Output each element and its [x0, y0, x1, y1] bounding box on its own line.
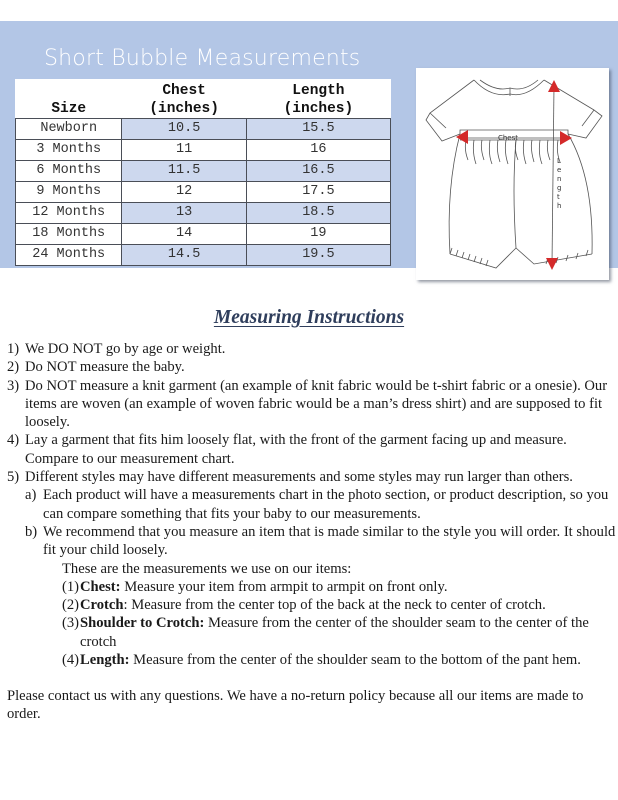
chest-right-arrow-icon [560, 131, 572, 145]
instructions-list [0, 340, 618, 669]
cell-size: 3 Months [16, 140, 122, 161]
length-label [557, 157, 561, 210]
banner-title: Short Bubble Measurements [44, 46, 361, 71]
chest-label: Chest [497, 134, 519, 142]
cell-length: 17.5 [246, 182, 390, 203]
cell-chest: 12 [122, 182, 246, 203]
header-size: Size [51, 101, 87, 117]
length-top-arrow-icon [548, 80, 560, 92]
measurement-item: (3) Shoulder to Crotch: Measure from the center of the shoulder seam to the center of the crotch [62, 615, 589, 650]
svg-text:L: L [557, 157, 561, 165]
table-row [16, 245, 391, 266]
size-chart-table [15, 79, 391, 266]
table-row [16, 161, 391, 182]
list-item: 4) Lay a garment that fits him loosely flat, with the front of the garment facing up and measure. Compare to our measurement chart. [7, 432, 567, 467]
table-row [16, 119, 391, 140]
cell-chest: 14 [122, 224, 246, 245]
cell-size: 18 Months [16, 224, 122, 245]
romper-measurement-diagram [416, 68, 609, 280]
cell-chest: 10.5 [122, 119, 246, 140]
cell-size: 24 Months [16, 245, 122, 266]
length-bottom-arrow-icon [546, 258, 558, 270]
cell-length: 19.5 [246, 245, 390, 266]
list-item: 3) Do NOT measure a knit garment (an example of knit fabric would be t-shirt fabric or a onesie). Our items are woven (an example of woven fabric would be a man’s dress shirt) and are supposed to fit loosely. [7, 377, 608, 431]
cell-chest: 11 [122, 140, 246, 161]
romper-sketch-icon [416, 68, 609, 280]
list-item: 5) Different styles may have different measurements and some styles may run larger than others. [7, 469, 573, 486]
table-row [16, 140, 391, 161]
instructions-title: Measuring Instructions [213, 307, 405, 328]
table-row [16, 203, 391, 224]
svg-text:t: t [557, 193, 560, 201]
footer-note: Please contact us with any questions. We have a no-return policy because all our items are made to order. [7, 688, 584, 723]
cell-size: 12 Months [16, 203, 122, 224]
table-row [16, 224, 391, 245]
cell-length: 16.5 [246, 161, 390, 182]
sub-list-item: b) We recommend that you measure an item that is made similar to the style you will order. It should fit your child loosely. [25, 523, 616, 559]
header-length: Length (inches) [283, 83, 354, 117]
cell-chest: 13 [122, 203, 246, 224]
cell-size: 6 Months [16, 161, 122, 182]
list-item: 2) Do NOT measure the baby. [7, 359, 185, 376]
svg-text:n: n [557, 175, 562, 183]
cell-length: 15.5 [246, 119, 390, 140]
cell-length: 16 [246, 140, 390, 161]
table-header-row [16, 79, 391, 119]
cell-chest: 11.5 [122, 161, 246, 182]
cell-chest: 14.5 [122, 245, 246, 266]
measurements-banner [0, 21, 618, 268]
measurement-item: (2) Crotch: Measure from the center top of the back at the neck to center of crotch. [62, 597, 546, 614]
cell-length: 19 [246, 224, 390, 245]
cell-size: 9 Months [16, 182, 122, 203]
table-row [16, 182, 391, 203]
header-chest: Chest (inches) [149, 83, 219, 117]
sub-list-item: a) Each product will have a measurements chart in the photo section, or product description, so you can compare something that fits your baby to our measurements. [25, 487, 609, 522]
svg-text:h: h [557, 202, 562, 210]
cell-length: 18.5 [246, 203, 390, 224]
measurement-item: (1) Chest: Measure your item from armpit to armpit on front only. [62, 578, 448, 595]
svg-text:g: g [557, 184, 562, 192]
list-item: 1) We DO NOT go by age or weight. [7, 341, 226, 357]
measurement-item: (4) Length: Measure from the center of the shoulder seam to the bottom of the pant hem. [62, 652, 581, 669]
cell-size: Newborn [16, 119, 122, 140]
measurements-intro: These are the measurements we use on our items: [62, 560, 352, 577]
svg-text:e: e [557, 166, 562, 174]
